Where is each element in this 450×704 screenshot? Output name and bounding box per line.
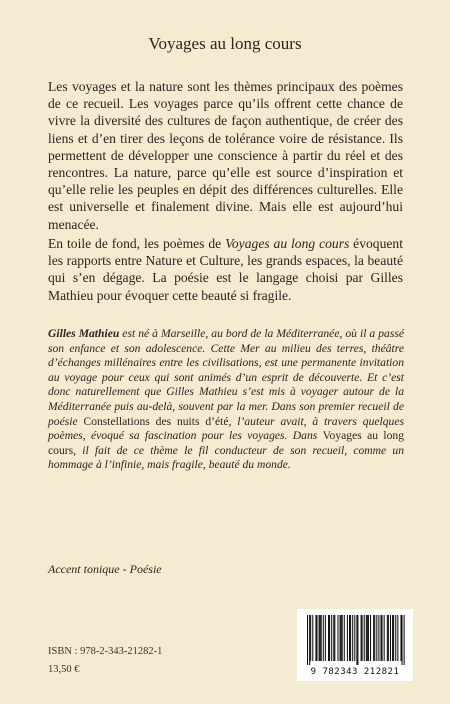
barcode-number: 9 782343 212821 [310,667,400,677]
summary-book-title: Voyages au long cours [225,236,350,251]
bio-text-2: , l’auteur avait, à travers quelques poèmes, évoqué sa fascination pour les voyages. Dans [48,414,404,443]
barcode-bar [334,615,335,661]
summary-paragraph-2 [48,235,403,304]
barcode-bar [373,615,374,661]
barcode [297,609,413,681]
barcode-bar [316,615,317,661]
barcode-bar [331,615,332,661]
barcode-bar [392,615,393,661]
barcode-bar [374,615,375,661]
barcode-bar [323,615,324,661]
barcode-bar [312,615,313,661]
isbn-text: ISBN : 978-2-343-21282-1 [48,646,163,657]
barcode-bar [350,615,351,661]
barcode-bar [397,615,398,661]
barcode-bar [384,615,385,661]
price-text: 13,50 € [48,664,80,675]
barcode-bar [341,615,342,661]
barcode-bar [381,615,382,661]
barcode-bar [342,615,343,661]
barcode-bar [344,615,345,661]
barcode-bar [382,615,383,661]
barcode-bar [395,615,396,661]
barcode-bar [349,615,350,661]
barcode-bar [320,615,321,661]
barcode-bar [368,615,369,661]
barcode-bar [388,615,389,661]
barcode-bar [400,615,401,661]
barcode-bar [328,615,329,661]
barcode-bar [404,615,405,665]
barcode-bar [390,615,391,661]
barcode-bar [315,615,316,661]
summary-text-after: évoquent les rapports entre Nature et Culture, les grands espaces, la beauté qui s’en dégage. La poésie est le langage choisi par Gilles Mathieu pour évoquer cette beauté si fragile. [48,236,403,303]
collection-name: Accent tonique - Poésie [48,562,162,576]
barcode-bar [378,615,379,661]
summary-text-before: En toile de fond, les poèmes de [48,236,226,251]
author-name: Gilles Mathieu [48,327,120,340]
summary-paragraph-1: Les voyages et la nature sont les thèmes principaux des poèmes de ce recueil. Les voyages parce qu’ils offrent cette chance de vivre la diversité des cultures de façon authentique, de créer des liens et d’en tirer des leçons de tolérance voire de résistance. Ils permettent de développer une conscience à partir du réel et des rencontres. La nature, parce qu’elle est source d’inspiration et qu’elle relie les peuples en dépit des différences culturelles. Elle est universelle et finalement divine. Mais elle est aujourd’hui menacée. [48,79,403,232]
barcode-bar [333,615,334,661]
bio-text-3: , il fait de ce thème le fil conducteur de son recueil, comme un hommage à l’infinie, mais fragile, beauté du monde. [48,443,404,472]
barcode-bar [402,615,403,665]
barcode-bar [307,615,308,665]
barcode-bar [352,615,353,661]
barcode-bar [376,615,377,661]
book-title: Voyages au long cours [148,34,302,53]
barcode-bars [297,609,413,669]
barcode-bar [364,615,365,661]
barcode-bar [321,615,322,661]
bio-book-2: Voyages au long cours [48,429,404,457]
author-bio [48,327,404,473]
barcode-bar [361,615,362,661]
barcode-bar [366,615,367,661]
bio-text-1: est né à Marseille, au bord de la Méditerranée, où il a passé son enfance et son adolescence. Cette Mer au milieu des terres, théâtre d’échanges millénaires entre les civilisations, est une permanente invitation au voyage pour ceux qui sont animés d’un esprit de découverte. Et c’est donc naturellement que Gilles Mathieu s’est mis à voyager autour de la Méditerranée puis au-delà, souvent par la mer. Dans son premier recueil de poésie [48,327,404,428]
barcode-bar [362,615,363,661]
barcode-bar [356,615,357,665]
barcode-bar [337,615,338,661]
barcode-bar [310,615,311,661]
barcode-bar [309,615,310,665]
barcode-bar [347,615,348,661]
barcode-bar [325,615,326,661]
barcode-bar [329,615,330,661]
barcode-bar [393,615,394,661]
barcode-bar [319,615,320,661]
barcode-bar [340,615,341,661]
barcode-bar [367,615,368,661]
barcode-bar [387,615,388,661]
barcode-bar [354,615,355,661]
barcode-bar [357,615,358,665]
bio-book-1: Constellations des nuits d’été [83,414,229,428]
barcode-bar [370,615,371,661]
